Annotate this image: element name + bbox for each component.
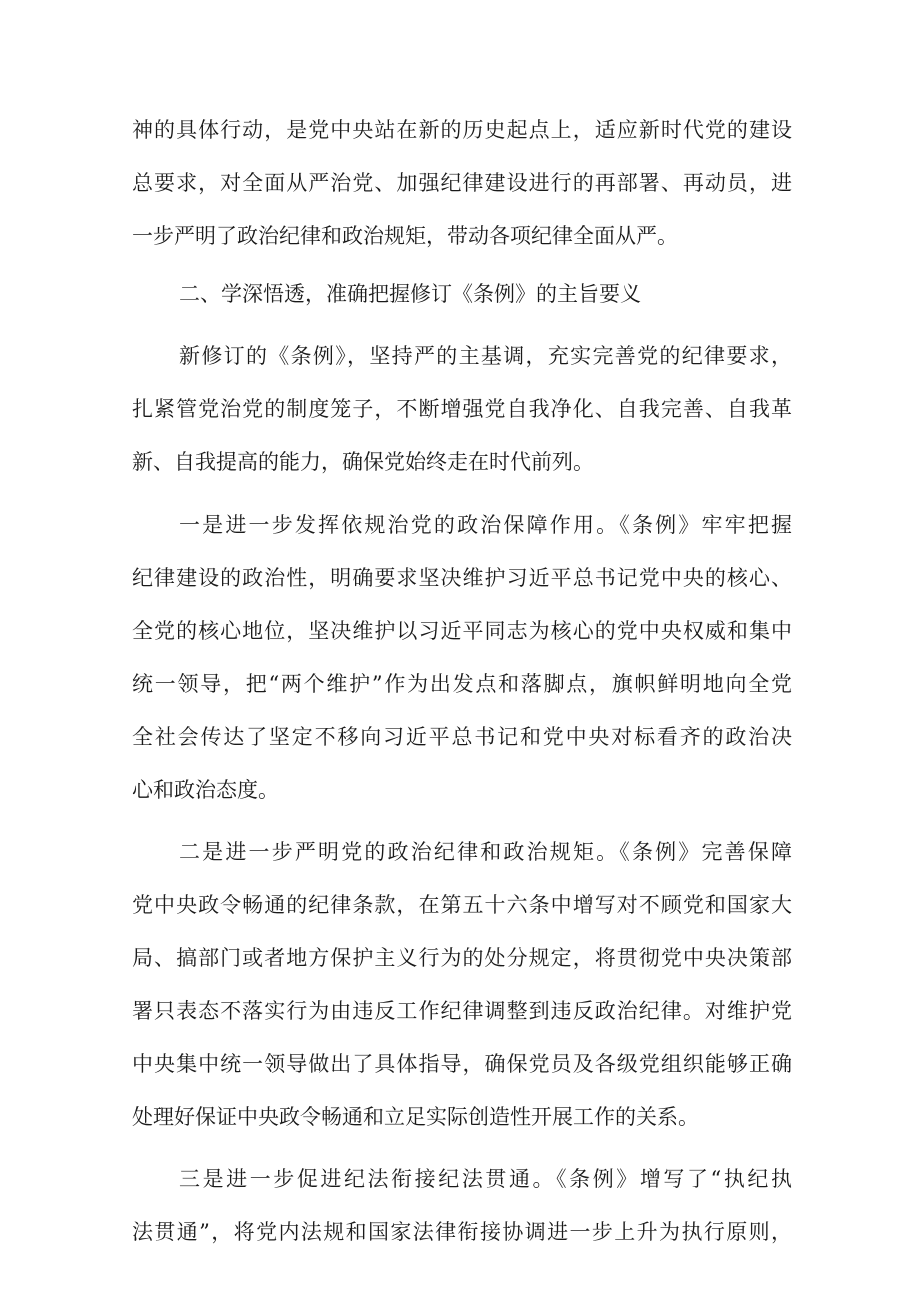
paragraph-line: 扎紧管党治党的制度笼子，不断增强党自我净化、自我完善、自我革 xyxy=(132,397,792,421)
paragraph-line: 统一领导，把“两个维护”作为出发点和落脚点，旗帜鲜明地向全党 xyxy=(132,672,792,696)
paragraph-line: 三是进一步促进纪法衔接纪法贯通。《条例》增写了“执纪执 xyxy=(179,1167,792,1191)
paragraph-line: 党中央政令畅通的纪律条款，在第五十六条中增写对不顾党和国家大 xyxy=(132,893,792,917)
paragraph-line: 一是进一步发挥依规治党的政治保障作用。《条例》牢牢把握 xyxy=(179,513,792,537)
paragraph-line: 一步严明了政治纪律和政治规矩，带动各项纪律全面从严。 xyxy=(132,224,678,248)
paragraph-line: 局、搞部门或者地方保护主义行为的处分规定，将贯彻党中央决策部 xyxy=(132,946,792,970)
paragraph-line: 新、自我提高的能力，确保党始终走在时代前列。 xyxy=(132,450,594,474)
section-heading: 二、学深悟透，准确把握修订《条例》的主旨要义 xyxy=(179,282,641,306)
paragraph-line: 法贯通”，将党内法规和国家法律衔接协调进一步上升为执行原则， xyxy=(132,1220,792,1244)
paragraph-line: 二是进一步严明党的政治纪律和政治规矩。《条例》完善保障 xyxy=(179,840,792,864)
paragraph-line: 神的具体行动，是党中央站在新的历史起点上，适应新时代党的建设 xyxy=(132,118,792,142)
paragraph-line: 全社会传达了坚定不移向习近平总书记和党中央对标看齐的政治决 xyxy=(132,725,792,749)
paragraph-line: 新修订的《条例》，坚持严的主基调，充实完善党的纪律要求， xyxy=(179,344,792,368)
paragraph-line: 中央集中统一领导做出了具体指导，确保党员及各级党组织能够正确 xyxy=(132,1052,792,1076)
paragraph-line: 总要求，对全面从严治党、加强纪律建设进行的再部署、再动员，进 xyxy=(132,171,792,195)
paragraph-line: 署只表态不落实行为由违反工作纪律调整到违反政治纪律。对维护党 xyxy=(132,999,792,1023)
paragraph-line: 全党的核心地位，坚决维护以习近平同志为核心的党中央权威和集中 xyxy=(132,619,792,643)
paragraph-line: 心和政治态度。 xyxy=(132,778,279,802)
paragraph-line: 纪律建设的政治性，明确要求坚决维护习近平总书记党中央的核心、 xyxy=(132,566,792,590)
paragraph-line: 处理好保证中央政令畅通和立足实际创造性开展工作的关系。 xyxy=(132,1105,699,1129)
